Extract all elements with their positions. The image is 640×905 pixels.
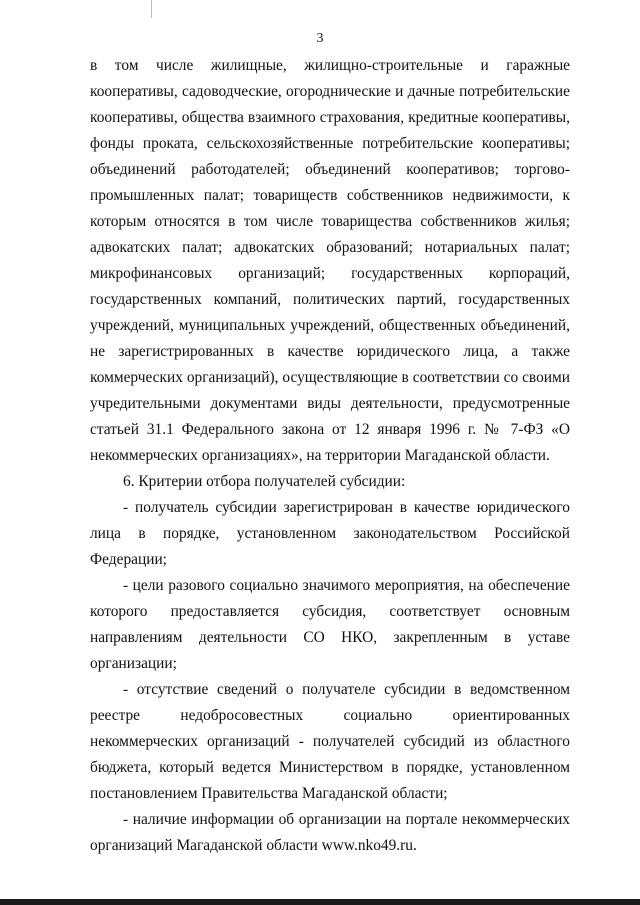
paragraph-criterion-registry: - отсутствие сведений о получателе субсидии в ведомственном реестре недобросовестных социально ориентированных некоммерческих организаций - получателей субсидий из областного бюджета, который ведется Министерством в порядке, установленном постановлением Правительства Магаданской области; — [90, 681, 570, 802]
scan-bottom-edge — [0, 899, 640, 905]
paragraph-criterion-registration: - получатель субсидии зарегистрирован в качестве юридического лица в порядке, установленном законодательством Российской Федерации; — [90, 499, 570, 568]
scan-artifact-line — [151, 0, 152, 18]
document-body — [90, 53, 570, 859]
paragraph-criterion-goals: - цели разового социально значимого мероприятия, на обеспечение которого предоставляется субсидия, соответствует основным направлениям деятельности СО НКО, закрепленным в уставе организации; — [90, 577, 570, 672]
page-number: 3 — [316, 31, 324, 46]
paragraph-criterion-portal: - наличие информации об организации на портале некоммерческих организаций Магаданской области www.nko49.ru. — [90, 811, 570, 854]
paragraph-list-continuation: в том числе жилищные, жилищно-строительные и гаражные кооперативы, садоводческие, огороднические и дачные потребительские кооперативы, общества взаимного страхования, кредитные кооперативы, фонды проката, сельскохозяйственные потребительские кооперативы; объединений работодателей; объединений кооперативов; торгово-промышленных палат; товариществ собственников недвижимости, к которым относятся в том числе товарищества собственников жилья; адвокатских палат; адвокатских образований; нотариальных палат; микрофинансовых организаций; государственных корпораций, государственных компаний, политических партий, государственных учреждений, муниципальных учреждений, общественных объединений, не зарегистрированных в качестве юридического лица, а также коммерческих организаций), осуществляющие в соответствии со своими учредительными документами виды деятельности, предусмотренные статьей 31.1 Федерального закона от 12 января 1996 г. № 7-ФЗ «О некоммерческих организациях», на территории Магаданской области. — [90, 57, 570, 464]
paragraph-criteria-heading: 6. Критерии отбора получателей субсидии: — [123, 473, 406, 490]
